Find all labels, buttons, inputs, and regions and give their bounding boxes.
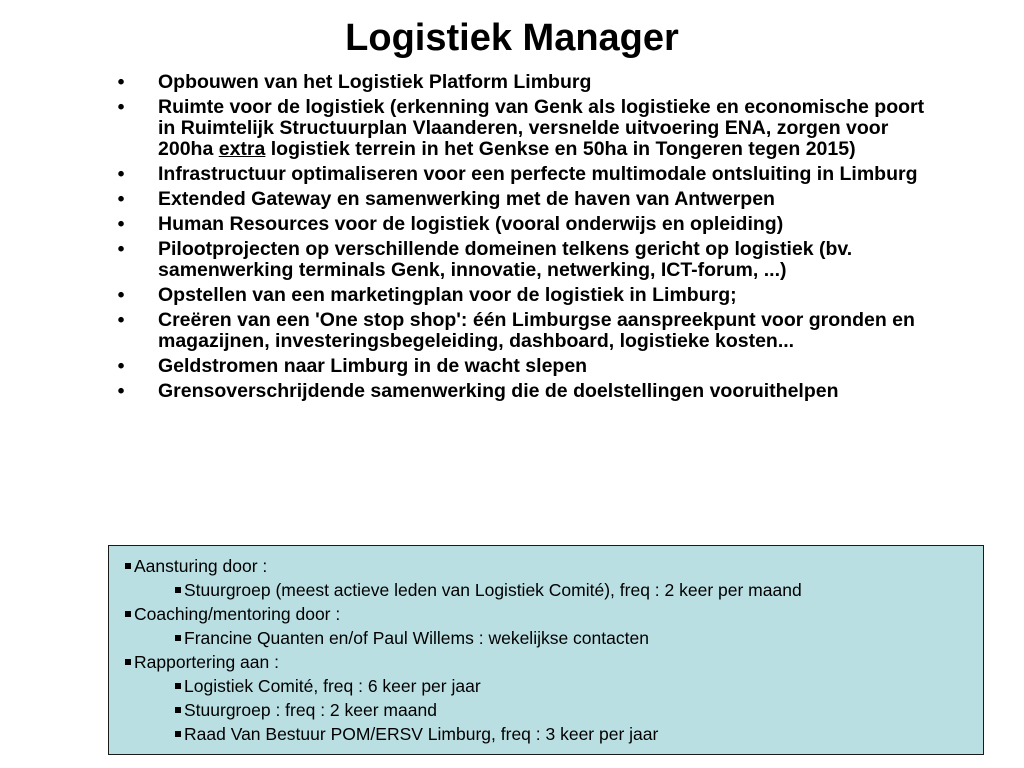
box-line-text: Rapportering aan : [134, 652, 279, 672]
governance-box [108, 545, 984, 755]
bullet-item [114, 72, 944, 93]
box-line-text: Stuurgroep (meest actieve leden van Logistiek Comité), freq : 2 keer per maand [184, 580, 802, 600]
bullet-icon: • [117, 96, 125, 118]
box-heading [109, 602, 983, 626]
box-subitem [109, 674, 983, 698]
square-bullet-icon [175, 731, 181, 737]
box-line-text: Francine Quanten en/of Paul Willems : wekelijkse contacten [184, 628, 649, 648]
slide-title: Logistiek Manager [345, 17, 679, 59]
bullet-text: Pilootprojecten op verschillende domeinen telkens gericht op logistiek (bv. samenwerking terminals Genk, innovatie, netwerking, ICT-forum, ...) [158, 238, 853, 281]
bullet-item [114, 310, 944, 352]
bullet-text: Extended Gateway en samenwerking met de haven van Antwerpen [158, 188, 775, 210]
bullet-text-continued: logistiek terrein in het Genkse en 50ha in Tongeren tegen 2015) [265, 138, 856, 160]
bullet-icon: • [117, 188, 125, 210]
bullet-text: Opstellen van een marketingplan voor de logistiek in Limburg; [158, 284, 737, 306]
bullet-item [114, 239, 944, 281]
bullet-icon: • [117, 213, 125, 235]
bullet-item [114, 189, 944, 210]
box-line-text: Logistiek Comité, freq : 6 keer per jaar [184, 676, 481, 696]
bullet-text: Ruimte voor de logistiek (erkenning van Genk als logistieke en economische poort in Ruimtelijk Structuurplan Vlaanderen, versnelde uitvoering ENA, zorgen voor 200ha [158, 96, 925, 160]
bullet-text: Opbouwen van het Logistiek Platform Limburg [158, 71, 592, 93]
bullet-text: Creëren van een 'One stop shop': één Limburgse aanspreekpunt voor gronden en magazijnen, investeringsbegeleiding, dashboard, logistieke kosten... [158, 309, 915, 352]
bullet-item [114, 356, 944, 377]
bullet-icon: • [117, 380, 125, 402]
box-line-text: Coaching/mentoring door : [134, 604, 341, 624]
bullet-text: Human Resources voor de logistiek (vooral onderwijs en opleiding) [158, 213, 784, 235]
bullet-icon: • [117, 309, 125, 331]
square-bullet-icon [175, 587, 181, 593]
box-line-text: Stuurgroep : freq : 2 keer maand [184, 700, 437, 720]
square-bullet-icon [175, 683, 181, 689]
square-bullet-icon [175, 635, 181, 641]
bullet-item [114, 214, 944, 235]
box-line-text: Aansturing door : [134, 556, 268, 576]
bullet-item [114, 285, 944, 306]
box-subitem [109, 722, 983, 746]
box-heading [109, 650, 983, 674]
square-bullet-icon [125, 563, 131, 569]
box-heading [109, 554, 983, 578]
bullet-icon: • [117, 284, 125, 306]
bullet-text: Grensoverschrijdende samenwerking die de doelstellingen vooruithelpen [158, 380, 839, 402]
bullet-text: Geldstromen naar Limburg in de wacht slepen [158, 355, 588, 377]
square-bullet-icon [175, 707, 181, 713]
bullet-item [114, 97, 944, 160]
bullet-icon: • [117, 163, 125, 185]
bullet-icon: • [117, 71, 125, 93]
box-line-text: Raad Van Bestuur POM/ERSV Limburg, freq : 3 keer per jaar [184, 724, 659, 744]
bullet-icon: • [117, 355, 125, 377]
bullet-icon: • [117, 238, 125, 260]
underlined-word: extra [218, 138, 266, 160]
square-bullet-icon [125, 611, 131, 617]
bullet-text: Infrastructuur optimaliseren voor een perfecte multimodale ontsluiting in Limburg [158, 163, 918, 185]
box-subitem [109, 698, 983, 722]
bullet-list [114, 72, 944, 406]
box-subitem [109, 626, 983, 650]
bullet-item [114, 381, 944, 402]
square-bullet-icon [125, 659, 131, 665]
box-subitem [109, 578, 983, 602]
bullet-item [114, 164, 944, 185]
